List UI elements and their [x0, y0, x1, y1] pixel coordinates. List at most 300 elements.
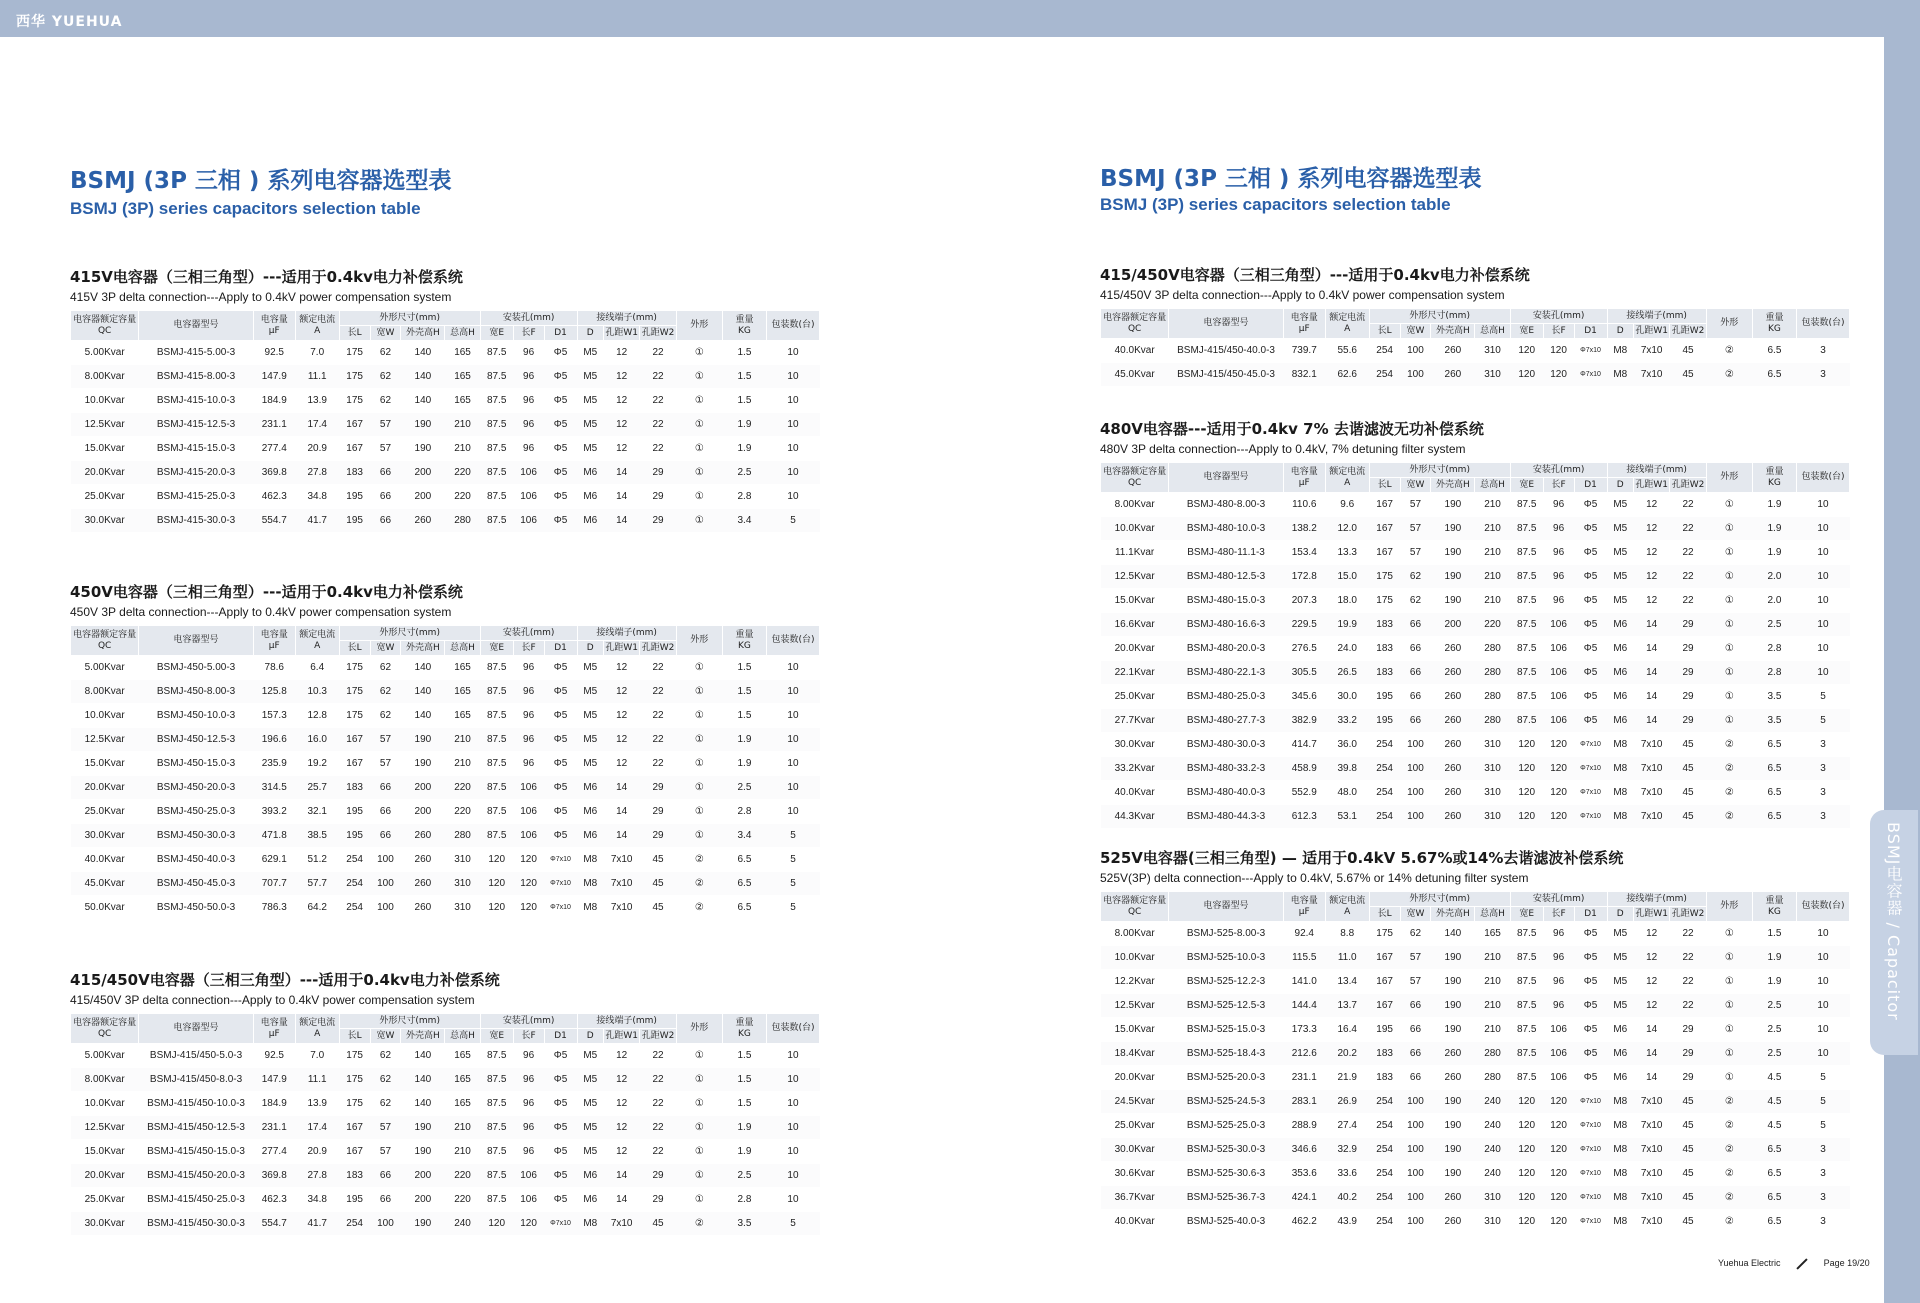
header-case-h-text: 外壳高H [1436, 479, 1470, 490]
cell-wid-w: 100 [370, 848, 401, 872]
cell-current: 26.9 [1325, 1090, 1369, 1114]
cell-hole-e: 87.5 [480, 704, 513, 728]
cell-hole-f: 106 [513, 1188, 544, 1212]
cell-total-h: 310 [1475, 1186, 1510, 1210]
cell-pack: 5 [1796, 685, 1849, 709]
cell-case-h: 190 [401, 752, 445, 776]
cell-term-d: M5 [577, 413, 603, 437]
header-pack [766, 311, 819, 341]
cell-hole-d1: Φ5 [544, 1188, 577, 1212]
header-wid-w [1400, 478, 1431, 493]
header-term-w2-text: 孔距W2 [641, 1030, 675, 1041]
header-current [295, 311, 339, 341]
cell-pack: 10 [766, 1044, 819, 1068]
cell-model: BSMJ-480-10.0-3 [1169, 517, 1284, 541]
table-row [71, 872, 820, 896]
header-len-l [1369, 324, 1400, 339]
cell-shape: ① [1706, 493, 1752, 517]
cell-case-h: 260 [1431, 1042, 1475, 1066]
header-total-h-text: 总高H [1480, 325, 1505, 336]
cell-hole-d1: Φ5 [544, 776, 577, 800]
section-415v [70, 266, 820, 533]
header-qc [1101, 309, 1169, 339]
cell-weight: 1.5 [722, 1044, 766, 1068]
cell-case-h: 140 [401, 680, 445, 704]
cell-shape: ② [676, 872, 722, 896]
cell-pack: 10 [766, 413, 819, 437]
cell-term-w1: 14 [1633, 1066, 1669, 1090]
cell-wid-w: 57 [370, 1140, 401, 1164]
cell-total-h: 310 [1475, 339, 1510, 363]
section-title: 525V电容器(三相三角型) — 适用于0.4kV 5.67%或14%去谐滤波补偿系统 [1100, 849, 1624, 867]
cell-weight: 6.5 [1752, 1162, 1796, 1186]
header-capacitance [253, 626, 295, 656]
cell-term-d: M5 [577, 389, 603, 413]
cell-len-l: 175 [339, 1068, 370, 1092]
header-model-text: 电容器型号 [1203, 901, 1249, 911]
header-term-w1 [603, 1029, 639, 1044]
cell-total-h: 210 [1475, 541, 1510, 565]
cell-model: BSMJ-450-12.5-3 [139, 728, 254, 752]
cell-total-h: 165 [445, 389, 480, 413]
cell-cap: 231.1 [253, 413, 295, 437]
cell-model: BSMJ-450-20.0-3 [139, 776, 254, 800]
cell-term-w2: 22 [640, 1068, 676, 1092]
cell-current: 11.0 [1325, 946, 1369, 970]
cell-hole-d1: Φ5 [544, 1140, 577, 1164]
cell-current: 13.3 [1325, 541, 1369, 565]
cell-current: 64.2 [295, 896, 339, 920]
page-corner [1854, 37, 1884, 1303]
cell-hole-f: 120 [513, 872, 544, 896]
cell-term-w2: 45 [640, 848, 676, 872]
cell-model: BSMJ-480-44.3-3 [1169, 805, 1284, 829]
cell-len-l: 195 [339, 1188, 370, 1212]
cell-weight: 2.8 [1752, 661, 1796, 685]
cell-weight: 3.5 [1752, 685, 1796, 709]
cell-total-h: 240 [445, 1212, 480, 1236]
cell-total-h: 220 [445, 776, 480, 800]
cell-term-w1: 7x10 [1633, 757, 1669, 781]
cell-len-l: 254 [1369, 1162, 1400, 1186]
cell-hole-f: 106 [513, 800, 544, 824]
cell-weight: 1.5 [722, 341, 766, 365]
cell-cap: 414.7 [1283, 733, 1325, 757]
cell-term-d: M8 [1607, 805, 1633, 829]
cell-term-w2: 22 [1670, 970, 1706, 994]
header-weight-text: KG [738, 325, 751, 336]
cell-total-h: 165 [445, 680, 480, 704]
table-row [71, 509, 820, 533]
cell-hole-e: 120 [1510, 1186, 1543, 1210]
cell-shape: ① [676, 728, 722, 752]
cell-term-d: M6 [1607, 1042, 1633, 1066]
header-capacitance-text: μF [1298, 477, 1310, 488]
cell-cap: 462.2 [1283, 1210, 1325, 1234]
cell-current: 12.8 [295, 704, 339, 728]
cell-hole-e: 87.5 [480, 341, 513, 365]
header-terminals-text: 接线端子(mm) [596, 1015, 657, 1026]
cell-current: 10.3 [295, 680, 339, 704]
cell-term-w2: 45 [1670, 805, 1706, 829]
cell-term-w2: 29 [640, 461, 676, 485]
cell-wid-w: 57 [1400, 493, 1431, 517]
table-row [71, 896, 820, 920]
cell-term-w2: 29 [640, 509, 676, 533]
cell-current: 48.0 [1325, 781, 1369, 805]
cell-case-h: 200 [401, 800, 445, 824]
cell-cap: 393.2 [253, 800, 295, 824]
cell-term-w1: 7x10 [1633, 733, 1669, 757]
cell-case-h: 260 [1431, 685, 1475, 709]
section-title: 415V电容器（三相三角型）---适用于0.4kv电力补偿系统 [70, 268, 463, 286]
cell-hole-e: 87.5 [480, 413, 513, 437]
cell-wid-w: 66 [370, 776, 401, 800]
cell-term-w1: 14 [1633, 709, 1669, 733]
cell-len-l: 183 [339, 776, 370, 800]
cell-cap: 229.5 [1283, 613, 1325, 637]
table-row [71, 365, 820, 389]
cell-pack: 3 [1796, 1162, 1849, 1186]
cell-hole-e: 87.5 [1510, 565, 1543, 589]
cell-qc: 20.0Kvar [71, 1164, 139, 1188]
cell-hole-e: 87.5 [1510, 922, 1543, 946]
cell-len-l: 183 [1369, 1042, 1400, 1066]
cell-term-d: M5 [577, 1068, 603, 1092]
table-row [71, 1092, 820, 1116]
cell-term-w2: 22 [1670, 565, 1706, 589]
cell-term-d: M6 [577, 1164, 603, 1188]
cell-current: 34.8 [295, 485, 339, 509]
cell-cap: 786.3 [253, 896, 295, 920]
header-current-text: 额定电流 [1329, 466, 1366, 477]
cell-cap: 212.6 [1283, 1042, 1325, 1066]
cell-hole-d1: Φ5 [544, 728, 577, 752]
header-hole-f-text: 长F [521, 642, 536, 653]
cell-model: BSMJ-415/450-12.5-3 [139, 1116, 254, 1140]
cell-len-l: 175 [1369, 922, 1400, 946]
header-hole-d1 [544, 1029, 577, 1044]
cell-weight: 2.8 [1752, 637, 1796, 661]
cell-term-w2: 29 [1670, 685, 1706, 709]
cell-len-l: 254 [1369, 1114, 1400, 1138]
cell-qc: 8.00Kvar [1101, 922, 1169, 946]
cell-qc: 8.00Kvar [1101, 493, 1169, 517]
header-qc [1101, 892, 1169, 922]
header-hole-e-text: 宽E [489, 327, 505, 338]
cell-qc: 30.0Kvar [1101, 733, 1169, 757]
cell-wid-w: 66 [370, 1164, 401, 1188]
cell-pack: 10 [1796, 493, 1849, 517]
cell-term-d: M5 [1607, 922, 1633, 946]
cell-wid-w: 66 [1400, 637, 1431, 661]
header-capacitance-text: μF [1298, 323, 1310, 334]
cell-model: BSMJ-415-10.0-3 [139, 389, 254, 413]
cell-case-h: 190 [1431, 517, 1475, 541]
cell-current: 33.2 [1325, 709, 1369, 733]
cell-term-d: M5 [1607, 589, 1633, 613]
table-row [1101, 1138, 1850, 1162]
cell-term-w2: 45 [1670, 1138, 1706, 1162]
cell-case-h: 200 [401, 1164, 445, 1188]
table-row [1101, 805, 1850, 829]
header-term-d [1607, 907, 1633, 922]
cell-term-w1: 12 [603, 1068, 639, 1092]
cell-hole-d1: Φ7x10 [1574, 1210, 1607, 1234]
header-term-d [1607, 478, 1633, 493]
cell-shape: ② [1706, 781, 1752, 805]
section-title: 480V电容器---适用于0.4kv 7% 去谐滤波无功补偿系统 [1100, 420, 1484, 438]
cell-term-w2: 22 [640, 341, 676, 365]
cell-hole-f: 96 [513, 704, 544, 728]
cell-case-h: 190 [1431, 970, 1475, 994]
header-capacitance-text: μF [268, 1028, 280, 1039]
header-dimensions [339, 311, 480, 326]
cell-case-h: 190 [401, 1140, 445, 1164]
cell-shape: ② [1706, 733, 1752, 757]
table-row [1101, 613, 1850, 637]
cell-weight: 2.5 [1752, 1042, 1796, 1066]
header-model-text: 电容器型号 [173, 635, 219, 645]
cell-wid-w: 62 [370, 365, 401, 389]
cell-hole-d1: Φ7x10 [1574, 1090, 1607, 1114]
header-total-h [445, 1029, 480, 1044]
table-row [71, 1044, 820, 1068]
cell-pack: 10 [1796, 1018, 1849, 1042]
cell-weight: 1.9 [1752, 493, 1796, 517]
cell-pack: 10 [766, 437, 819, 461]
cell-qc: 12.5Kvar [1101, 565, 1169, 589]
cell-qc: 12.5Kvar [71, 728, 139, 752]
cell-case-h: 190 [1431, 565, 1475, 589]
cell-term-w1: 12 [603, 1116, 639, 1140]
cell-term-w1: 7x10 [603, 896, 639, 920]
cell-weight: 1.5 [722, 680, 766, 704]
header-wid-w [370, 1029, 401, 1044]
header-hole-d1-text: D1 [554, 1030, 567, 1041]
cell-qc: 10.0Kvar [1101, 517, 1169, 541]
header-hole-d1 [1574, 324, 1607, 339]
cell-qc: 27.7Kvar [1101, 709, 1169, 733]
cell-weight: 6.5 [1752, 1186, 1796, 1210]
cell-model: BSMJ-415/450-30.0-3 [139, 1212, 254, 1236]
cell-len-l: 254 [1369, 1210, 1400, 1234]
header-len-l [339, 641, 370, 656]
header-hole-e [1510, 478, 1543, 493]
cell-current: 41.7 [295, 1212, 339, 1236]
cell-len-l: 167 [1369, 541, 1400, 565]
cell-current: 41.7 [295, 509, 339, 533]
header-hole-e [480, 641, 513, 656]
table-row [71, 776, 820, 800]
cell-hole-e: 87.5 [480, 461, 513, 485]
section-subtitle: 415/450V 3P delta connection---Apply to 0.4kV power compensation system [1100, 288, 1505, 302]
cell-weight: 2.8 [722, 1188, 766, 1212]
header-hole-f [513, 1029, 544, 1044]
cell-pack: 3 [1796, 805, 1849, 829]
cell-cap: 231.1 [253, 1116, 295, 1140]
header-shape [676, 626, 722, 656]
cell-pack: 3 [1796, 1186, 1849, 1210]
header-len-l [339, 326, 370, 341]
cell-hole-e: 87.5 [1510, 661, 1543, 685]
cell-model: BSMJ-480-33.2-3 [1169, 757, 1284, 781]
header-terminals [1607, 463, 1706, 478]
table-row [1101, 565, 1850, 589]
header-shape-text: 外形 [1720, 318, 1739, 328]
cell-len-l: 195 [1369, 709, 1400, 733]
cell-term-w2: 29 [640, 485, 676, 509]
cell-case-h: 260 [1431, 733, 1475, 757]
table-row [71, 680, 820, 704]
cell-hole-e: 120 [1510, 1210, 1543, 1234]
cell-term-d: M5 [577, 1140, 603, 1164]
header-total-h [445, 641, 480, 656]
cell-model: BSMJ-480-15.0-3 [1169, 589, 1284, 613]
cell-hole-e: 87.5 [1510, 1018, 1543, 1042]
cell-weight: 1.9 [722, 1116, 766, 1140]
header-shape-text: 外形 [1720, 472, 1739, 482]
cell-shape: ② [1706, 1186, 1752, 1210]
header-len-l-text: 长L [347, 327, 362, 338]
header-wid-w-text: 宽W [1406, 325, 1425, 336]
cell-hole-f: 96 [513, 389, 544, 413]
cell-total-h: 210 [445, 437, 480, 461]
cell-current: 39.8 [1325, 757, 1369, 781]
table-row [71, 728, 820, 752]
cell-shape: ② [676, 896, 722, 920]
section-title: 450V电容器（三相三角型）---适用于0.4kv电力补偿系统 [70, 583, 463, 601]
cell-pack: 5 [766, 848, 819, 872]
cell-hole-d1: Φ5 [544, 461, 577, 485]
table-row [1101, 1210, 1850, 1234]
cell-model: BSMJ-415/450-15.0-3 [139, 1140, 254, 1164]
cell-len-l: 254 [1369, 1186, 1400, 1210]
cell-pack: 10 [766, 752, 819, 776]
cell-qc: 25.0Kvar [71, 485, 139, 509]
cell-cap: 147.9 [253, 1068, 295, 1092]
cell-wid-w: 62 [370, 1092, 401, 1116]
table-row [1101, 757, 1850, 781]
header-current [1325, 892, 1369, 922]
section-415-450v-large [1100, 264, 1850, 387]
cell-cap: 172.8 [1283, 565, 1325, 589]
cell-model: BSMJ-415/450-25.0-3 [139, 1188, 254, 1212]
cell-shape: ① [1706, 946, 1752, 970]
cell-total-h: 220 [445, 461, 480, 485]
cell-term-d: M5 [577, 437, 603, 461]
header-term-w1-text: 孔距W1 [605, 1030, 638, 1041]
header-mounting-holes-text: 安装孔(mm) [502, 312, 555, 323]
cell-hole-f: 96 [513, 341, 544, 365]
cell-cap: 314.5 [253, 776, 295, 800]
cell-shape: ① [1706, 1042, 1752, 1066]
table-row [1101, 946, 1850, 970]
cell-hole-f: 96 [513, 1140, 544, 1164]
cell-hole-f: 96 [513, 437, 544, 461]
cell-model: BSMJ-415/450-40.0-3 [1169, 339, 1284, 363]
header-terminals [1607, 892, 1706, 907]
cell-cap: 552.9 [1283, 781, 1325, 805]
section-480v [1100, 418, 1850, 829]
section-415-450v-small [70, 969, 820, 1236]
cell-wid-w: 57 [1400, 541, 1431, 565]
cell-term-d: M6 [577, 485, 603, 509]
side-tab[interactable] [1870, 810, 1918, 1055]
cell-term-w1: 12 [1633, 565, 1669, 589]
cell-len-l: 254 [1369, 339, 1400, 363]
cell-cap: 346.6 [1283, 1138, 1325, 1162]
header-qc-text: 电容器额定容量QC [1103, 312, 1167, 334]
cell-cap: 832.1 [1283, 363, 1325, 387]
cell-term-w2: 22 [1670, 493, 1706, 517]
cell-wid-w: 66 [370, 485, 401, 509]
cell-term-w2: 22 [1670, 541, 1706, 565]
cell-qc: 15.0Kvar [1101, 589, 1169, 613]
header-term-w1-text: 孔距W1 [605, 327, 638, 338]
header-model-text: 电容器型号 [1203, 318, 1249, 328]
cell-cap: 235.9 [253, 752, 295, 776]
header-term-w1 [1633, 478, 1669, 493]
cell-hole-f: 106 [513, 485, 544, 509]
cell-qc: 15.0Kvar [1101, 1018, 1169, 1042]
cell-term-w2: 22 [640, 680, 676, 704]
cell-total-h: 165 [445, 341, 480, 365]
table-row [71, 1212, 820, 1236]
cell-case-h: 200 [401, 485, 445, 509]
cell-current: 30.0 [1325, 685, 1369, 709]
cell-wid-w: 62 [1400, 565, 1431, 589]
cell-shape: ① [1706, 661, 1752, 685]
cell-term-d: M5 [1607, 970, 1633, 994]
cell-total-h: 210 [445, 728, 480, 752]
cell-qc: 12.2Kvar [1101, 970, 1169, 994]
right-main-subtitle: BSMJ (3P) series capacitors selection table [1100, 195, 1451, 214]
cell-pack: 3 [1796, 1138, 1849, 1162]
cell-weight: 1.5 [722, 656, 766, 680]
cell-hole-d1: Φ5 [1574, 970, 1607, 994]
cell-hole-d1: Φ7x10 [1574, 1114, 1607, 1138]
table-row [1101, 1018, 1850, 1042]
header-capacitance [253, 311, 295, 341]
cell-hole-f: 106 [1543, 1042, 1574, 1066]
cell-weight: 2.5 [722, 1164, 766, 1188]
cell-len-l: 183 [339, 461, 370, 485]
cell-qc: 10.0Kvar [1101, 946, 1169, 970]
cell-hole-e: 87.5 [480, 1068, 513, 1092]
cell-weight: 6.5 [722, 896, 766, 920]
header-current [1325, 463, 1369, 493]
cell-term-w2: 45 [1670, 733, 1706, 757]
cell-len-l: 167 [339, 728, 370, 752]
header-hole-d1 [544, 326, 577, 341]
section-450v [70, 581, 820, 920]
cell-qc: 5.00Kvar [71, 341, 139, 365]
cell-term-w1: 7x10 [1633, 781, 1669, 805]
cell-wid-w: 57 [370, 752, 401, 776]
header-current-text: A [1344, 323, 1351, 334]
cell-term-d: M8 [1607, 781, 1633, 805]
cell-total-h: 165 [445, 704, 480, 728]
header-term-w1 [603, 326, 639, 341]
cell-total-h: 240 [1475, 1114, 1510, 1138]
header-terminals-text: 接线端子(mm) [1626, 893, 1687, 904]
cell-shape: ① [676, 824, 722, 848]
cell-case-h: 190 [401, 437, 445, 461]
cell-term-w1: 14 [1633, 685, 1669, 709]
header-weight-text: 重量 [1765, 895, 1784, 906]
cell-len-l: 254 [339, 872, 370, 896]
